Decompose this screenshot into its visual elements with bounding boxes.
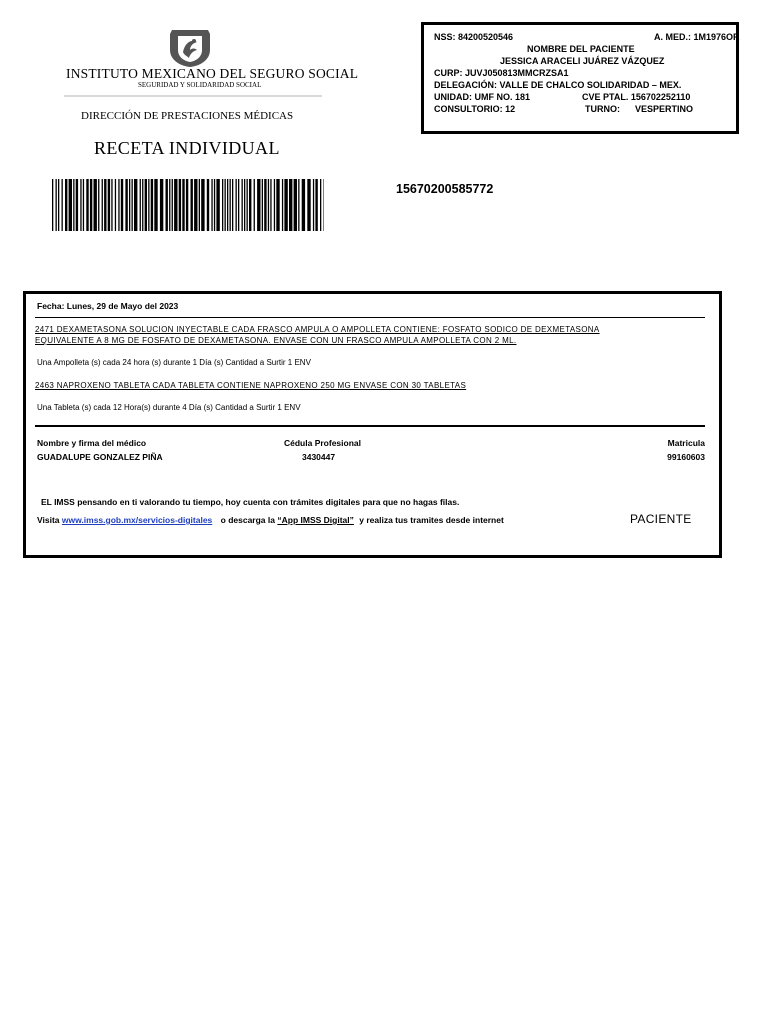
divider (35, 425, 705, 427)
medication-1-line2: EQUIVALENTE A 8 MG DE FOSFATO DE DEXAMETASONA. ENVASE CON UN FRASCO AMPULA AMPOLLETA CON 2 ML. (35, 336, 517, 345)
visit-prefix: Visita (37, 515, 60, 525)
barcode-bar (86, 179, 88, 231)
barcode-bar (148, 179, 149, 231)
barcode-bar (73, 179, 74, 231)
barcode-bar (182, 179, 184, 231)
barcode-bar (52, 179, 53, 231)
barcode-bar (274, 179, 275, 231)
medication-1-line1: 2471 DEXAMETASONA SOLUCION INYECTABLE CADA FRASCO AMPULA O AMPOLLETA CONTIENE: FOSFATO SODICO DE DEXMETASONA (35, 325, 600, 334)
consultorio: CONSULTORIO: 12 (434, 104, 516, 114)
barcode (52, 179, 324, 231)
barcode-bar (169, 179, 170, 231)
barcode-bar (216, 179, 219, 231)
patient-name: JESSICA ARACELI JUÁREZ VÁZQUEZ (500, 56, 665, 66)
barcode-bar (270, 179, 271, 231)
cve-ptal: CVE PTAL. 156702252110 (582, 92, 691, 102)
digital-services-line (37, 515, 504, 525)
logo-divider (64, 95, 322, 97)
patient-info-box (421, 22, 739, 134)
turno: VESPERTINO (635, 104, 694, 114)
barcode-bar (244, 179, 245, 231)
barcode-number: 15670200585772 (396, 182, 494, 196)
barcode-bar (154, 179, 157, 231)
patient-name-label: NOMBRE DEL PACIENTE (527, 44, 635, 54)
doctor-name: GUADALUPE GONZALEZ PIÑA (37, 452, 163, 462)
cedula-value: 3430447 (302, 452, 336, 462)
barcode-bar (282, 179, 283, 231)
barcode-bar (289, 179, 292, 231)
a-med: A. MED.: 1M1976OR (654, 32, 740, 42)
barcode-bar (108, 179, 110, 231)
barcode-bar (232, 179, 233, 231)
barcode-bar (214, 179, 215, 231)
nss: NSS: 84200520546 (434, 32, 514, 42)
barcode-bar (264, 179, 266, 231)
curp: CURP: JUVJ050813MMCRZSA1 (434, 68, 569, 78)
barcode-bar (140, 179, 141, 231)
app-imss-digital-link[interactable]: “App IMSS Digital” (277, 515, 354, 525)
barcode-bar (115, 179, 116, 231)
barcode-bar (134, 179, 137, 231)
barcode-bar (268, 179, 269, 231)
barcode-bar (94, 179, 97, 231)
barcode-bar (320, 179, 321, 231)
imss-logo-icon (168, 28, 212, 68)
divider (35, 317, 705, 318)
barcode-bar (142, 179, 143, 231)
visit-suffix: y realiza tus tramites desde internet (359, 515, 504, 525)
medication-2-line1: 2463 NAPROXENO TABLETA CADA TABLETA CONTIENE NAPROXENO 250 MG ENVASE CON 30 TABLETAS (35, 381, 467, 390)
barcode-bar (80, 179, 81, 231)
barcode-bar (179, 179, 181, 231)
cedula-label: Cédula Profesional (284, 438, 361, 448)
barcode-bar (56, 179, 57, 231)
barcode-bar (69, 179, 72, 231)
barcode-bar (294, 179, 297, 231)
direction-title: DIRECCIÓN DE PRESTACIONES MÉDICAS (81, 110, 294, 122)
barcode-bar (211, 179, 212, 231)
barcode-bar (201, 179, 204, 231)
barcode-bar (257, 179, 260, 231)
barcode-bar (194, 179, 197, 231)
barcode-bar (324, 179, 325, 231)
barcode-bar (298, 179, 299, 231)
barcode-bar (172, 179, 173, 231)
barcode-bar (118, 179, 119, 231)
institution-name: INSTITUTO MEXICANO DEL SEGURO SOCIAL (66, 66, 359, 81)
barcode-bar (186, 179, 188, 231)
barcode-bar (315, 179, 317, 231)
matricula-value: 99160603 (667, 452, 705, 462)
barcode-bar (222, 179, 223, 231)
prescription-date: Fecha: Lunes, 29 de Mayo del 2023 (37, 301, 179, 311)
barcode-bar (83, 179, 84, 231)
barcode-bar (102, 179, 103, 231)
medication-1-dosage: Una Ampolleta (s) cada 24 hora (s) durante 1 Día (s) Cantidad a Surtir 1 ENV (37, 358, 311, 367)
turno-label: TURNO: (585, 104, 620, 114)
barcode-bar (307, 179, 310, 231)
imss-digital-services-link[interactable]: www.imss.gob.mx/servicios-digitales (61, 515, 213, 525)
barcode-bar (225, 179, 226, 231)
barcode-bar (111, 179, 112, 231)
visit-middle: o descarga la (220, 515, 275, 525)
barcode-bar (174, 179, 177, 231)
barcode-bar (76, 179, 78, 231)
institution-subtitle: SEGURIDAD Y SOLIDARIDAD SOCIAL (138, 81, 262, 89)
barcode-bar (166, 179, 168, 231)
digital-services-notice: EL IMSS pensando en ti valorando tu tiempo, hoy cuenta con trámites digitales para que no hagas filas. (41, 497, 460, 507)
doctor-label: Nombre y firma del médico (37, 438, 147, 448)
barcode-bar (145, 179, 147, 231)
prescription-box (23, 291, 722, 558)
document-title: RECETA INDIVIDUAL (94, 138, 280, 158)
copy-label: PACIENTE (630, 512, 692, 526)
barcode-bar (132, 179, 133, 231)
barcode-bar (238, 179, 239, 231)
barcode-bar (249, 179, 251, 231)
barcode-bar (98, 179, 99, 231)
barcode-bar (90, 179, 92, 231)
barcode-bar (227, 179, 228, 231)
barcode-bar (160, 179, 163, 231)
medication-2-dosage: Una Tableta (s) cada 12 Hora(s) durante 4 Día (s) Cantidad a Surtir 1 ENV (37, 403, 301, 412)
barcode-bar (254, 179, 255, 231)
barcode-bar (230, 179, 231, 231)
barcode-bar (313, 179, 314, 231)
barcode-bar (207, 179, 209, 231)
unidad: UNIDAD: UMF NO. 181 (434, 92, 531, 102)
barcode-bar (129, 179, 130, 231)
barcode-bar (62, 179, 63, 231)
delegacion: DELEGACIÓN: VALLE DE CHALCO SOLIDARIDAD – MEX. (434, 80, 682, 90)
barcode-bar (65, 179, 67, 231)
barcode-bar (151, 179, 153, 231)
barcode-bar (242, 179, 243, 231)
barcode-bar (247, 179, 248, 231)
barcode-bar (58, 179, 59, 231)
barcode-bar (199, 179, 200, 231)
barcode-bar (284, 179, 287, 231)
barcode-bar (262, 179, 263, 231)
matricula-label: Matricula (667, 438, 705, 448)
barcode-bar (191, 179, 193, 231)
barcode-bar (125, 179, 127, 231)
barcode-bar (104, 179, 106, 231)
barcode-bar (121, 179, 123, 231)
barcode-bar (302, 179, 305, 231)
barcode-bar (236, 179, 237, 231)
barcode-bar (276, 179, 279, 231)
